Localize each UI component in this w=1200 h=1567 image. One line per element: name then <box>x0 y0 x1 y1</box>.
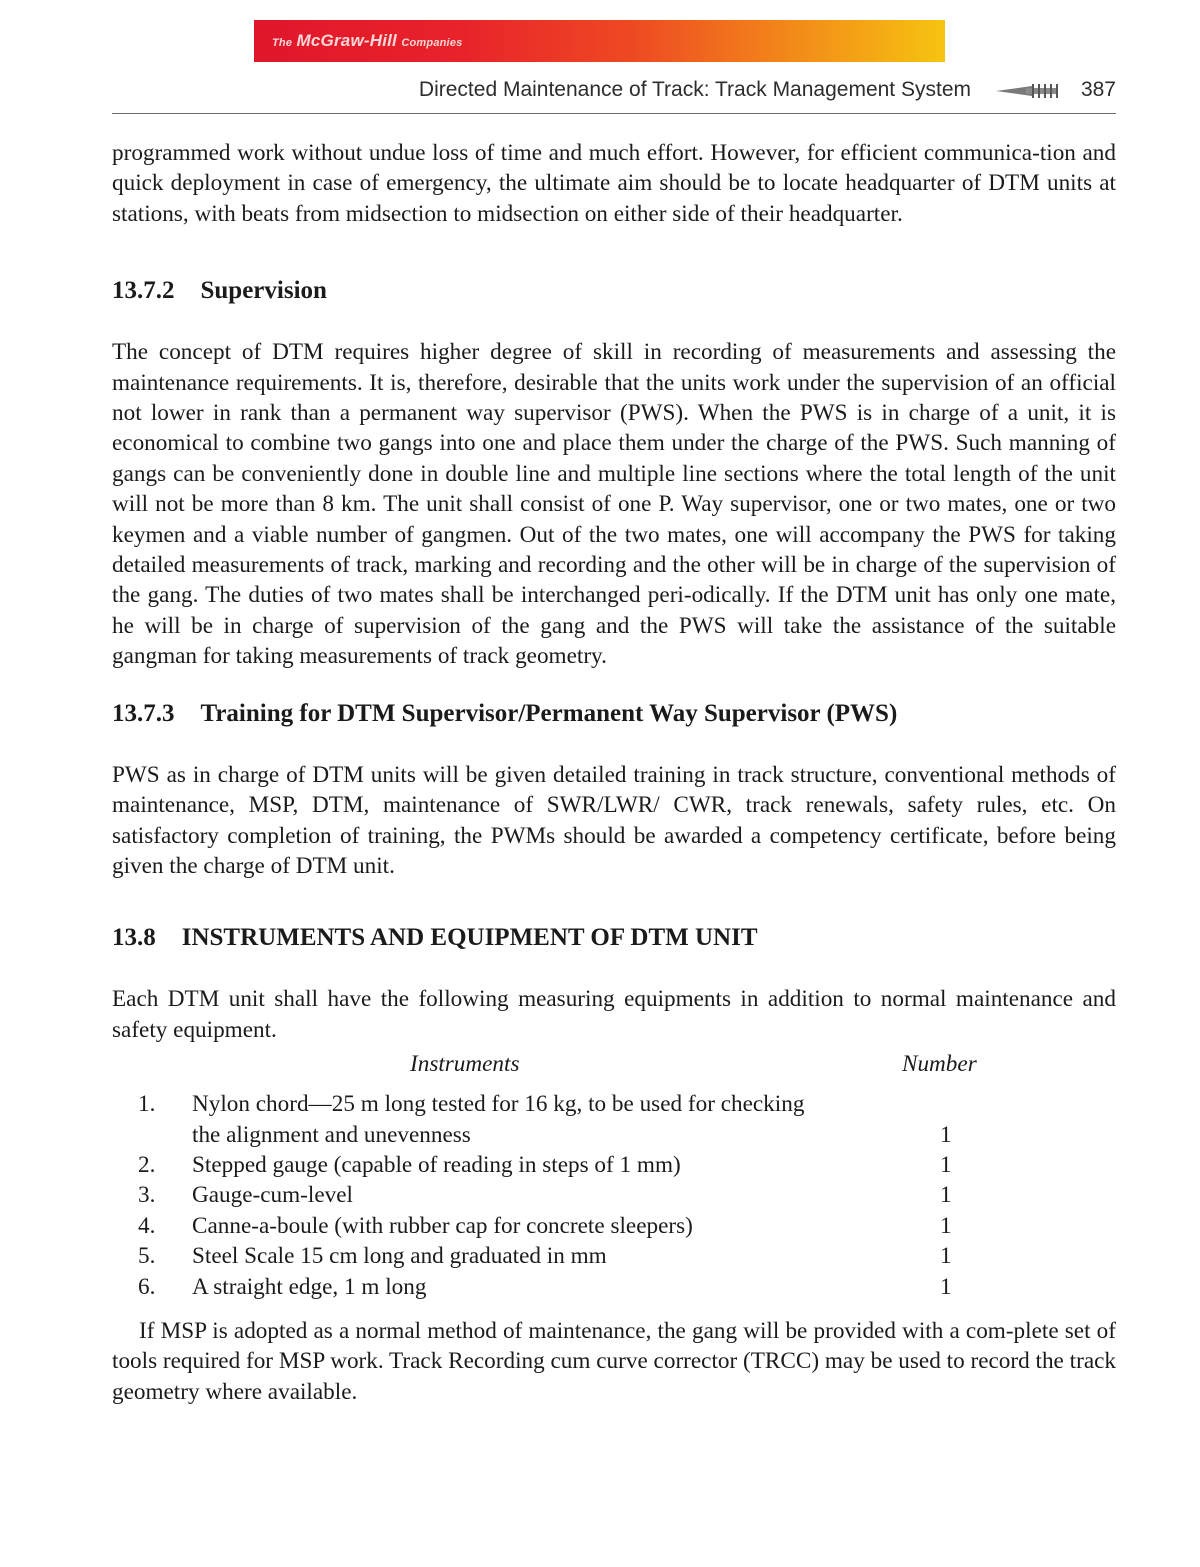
page-number: 387 <box>1080 78 1116 101</box>
header-rule <box>112 113 1116 114</box>
section-heading-supervision <box>112 276 1116 306</box>
instrument-row <box>112 1211 1116 1241</box>
item-quantity: 1 <box>940 1243 952 1270</box>
instrument-row <box>112 1089 1116 1150</box>
logo-prefix: The <box>272 37 293 49</box>
instrument-row <box>112 1241 1116 1271</box>
publisher-logo <box>272 31 462 51</box>
item-number: 5. <box>138 1243 156 1270</box>
item-quantity: 1 <box>940 1212 952 1239</box>
instrument-row <box>112 1180 1116 1210</box>
item-number: 3. <box>138 1182 156 1209</box>
running-title: Directed Maintenance of Track: Track Management System <box>418 78 971 101</box>
instrument-row <box>112 1150 1116 1180</box>
paragraph-msp: If MSP is adopted as a normal method of maintenance, the gang will be provided with a com-plete set of tools required for MSP work. Track Recording cum curve corrector (TRCC) may be used to record the track geometry where available. <box>112 1317 1116 1405</box>
section-title: Training for DTM Supervisor/Permanent Way Supervisor (PWS) <box>200 699 898 727</box>
item-number: 1. <box>138 1091 156 1118</box>
section-heading-training <box>112 699 1116 729</box>
item-quantity: 1 <box>940 1273 952 1300</box>
item-text: Stepped gauge (capable of reading in steps of 1 mm) <box>192 1151 681 1178</box>
item-number: 4. <box>138 1212 156 1239</box>
item-text: A straight edge, 1 m long <box>192 1273 427 1300</box>
column-header-instruments: Instruments <box>410 1051 520 1078</box>
paragraph-supervision: The concept of DTM requires higher degree of skill in recording of measurements and assessing the maintenance requirements. It is, therefore, desirable that the units work under the supervision of an official not lower in rank than a permanent way supervisor (PWS). When the PWS is in charge of a unit, it is economical to combine two gangs into one and place them under the charge of the PWS. Such manning of gangs can be conveniently done in double line and multiple line sections where the total length of the unit will not be more than 8 km. The unit shall consist of one P. Way supervisor, one or two mates, one or two keymen and a viable number of gangmen. Out of the two mates, one will accompany the PWS for taking detailed measurements of track, marking and recording and the other will be in charge of the supervision of the gang. The duties of two mates shall be interchanged peri-odically. If the DTM unit has only one mate, he will be in charge of supervision of the gang and the PWS will take the assistance of the suitable gangman for taking measurements of track geometry. <box>112 339 1116 670</box>
item-text: Gauge-cum-level <box>192 1182 353 1209</box>
item-quantity: 1 <box>940 1121 952 1148</box>
item-quantity: 1 <box>940 1151 952 1178</box>
section-title: Supervision <box>200 277 327 305</box>
logo-suffix: Companies <box>401 37 463 49</box>
paragraph-instruments-intro: Each DTM unit shall have the following measuring equipments in addition to normal maintenance and safety equipment. <box>112 986 1116 1043</box>
item-number: 6. <box>138 1273 156 1300</box>
instrument-row <box>112 1272 1116 1302</box>
item-text: Steel Scale 15 cm long and graduated in mm <box>192 1243 607 1270</box>
item-text: Nylon chord—25 m long tested for 16 kg, to be used for checking the alignment and unevenness <box>192 1091 805 1148</box>
page-content <box>112 138 1116 1407</box>
section-number: 13.7.3 <box>112 699 175 727</box>
column-header-number: Number <box>902 1051 977 1078</box>
section-number: 13.8 <box>112 924 156 952</box>
section-heading-instruments <box>112 923 1116 953</box>
instruments-list <box>112 1089 1116 1302</box>
publisher-banner <box>254 20 945 62</box>
rail-track-icon <box>996 84 1068 98</box>
running-head <box>112 78 1116 108</box>
section-number: 13.7.2 <box>112 277 175 305</box>
paragraph-continued: programmed work without undue loss of time and much effort. However, for efficient communica-tion and quick deployment in case of emergency, the ultimate aim should be to locate headquarter of DTM units at stations, with beats from midsection to midsection on either side of their headquarter. <box>112 140 1116 227</box>
instruments-table-header <box>112 1051 1116 1081</box>
item-text: Canne-a-boule (with rubber cap for concrete sleepers) <box>192 1212 693 1239</box>
item-number: 2. <box>138 1151 156 1178</box>
section-title: INSTRUMENTS AND EQUIPMENT OF DTM UNIT <box>181 924 758 952</box>
logo-main: McGraw-Hill <box>296 31 397 50</box>
paragraph-training: PWS as in charge of DTM units will be given detailed training in track structure, conventional methods of maintenance, MSP, DTM, maintenance of SWR/LWR/ CWR, track renewals, safety rules, etc. On satisfactory completion of training, the PWMs should be awarded a competency certificate, before being given the charge of DTM unit. <box>112 761 1116 879</box>
item-quantity: 1 <box>940 1182 952 1209</box>
